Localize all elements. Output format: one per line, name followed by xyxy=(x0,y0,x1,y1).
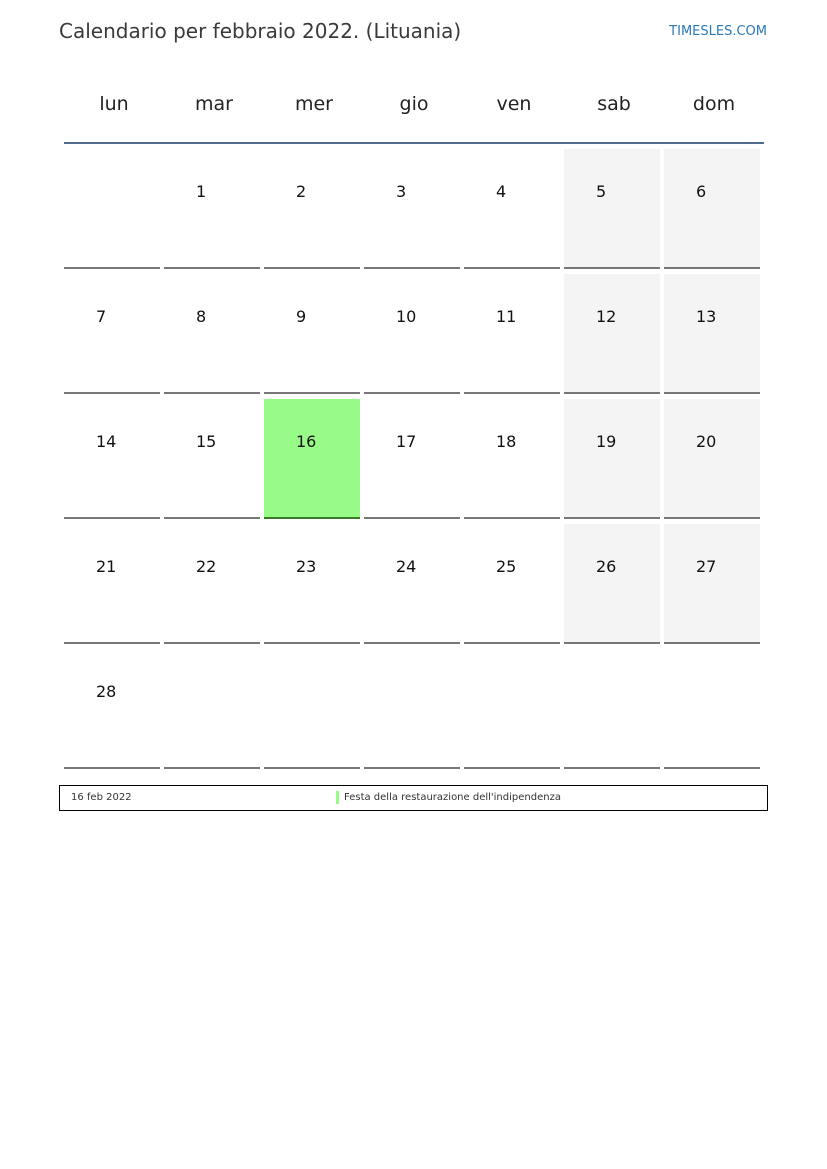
week-row xyxy=(64,398,764,523)
day-number: 9 xyxy=(296,307,307,326)
day-number: 1 xyxy=(196,182,207,201)
day-number: 11 xyxy=(496,307,517,326)
day-cell xyxy=(164,399,260,519)
day-number: 22 xyxy=(196,557,217,576)
day-number: 14 xyxy=(96,432,117,451)
day-number: 23 xyxy=(296,557,317,576)
day-cell xyxy=(564,524,660,644)
day-cell xyxy=(264,524,360,644)
holiday-date: 16 feb 2022 xyxy=(71,792,132,803)
day-cell xyxy=(564,149,660,269)
day-number: 26 xyxy=(596,557,617,576)
day-cell xyxy=(264,399,360,519)
day-number: 8 xyxy=(196,307,207,326)
day-cell xyxy=(364,524,460,644)
day-cell xyxy=(464,149,560,269)
day-number: 4 xyxy=(496,182,507,201)
day-cell xyxy=(464,399,560,519)
day-cell xyxy=(664,149,760,269)
day-number: 2 xyxy=(296,182,307,201)
week-row xyxy=(64,273,764,398)
page-title: Calendario per febbraio 2022. (Lituania) xyxy=(59,19,462,43)
day-number: 24 xyxy=(396,557,417,576)
day-cell xyxy=(664,524,760,644)
day-number: 25 xyxy=(496,557,517,576)
day-number: 7 xyxy=(96,307,107,326)
day-number: 18 xyxy=(496,432,517,451)
weekday-label: gio xyxy=(399,93,429,115)
day-cell xyxy=(264,274,360,394)
day-cell xyxy=(464,274,560,394)
week-row xyxy=(64,148,764,273)
day-cell xyxy=(664,649,760,769)
day-cell xyxy=(164,649,260,769)
day-cell xyxy=(64,524,160,644)
day-cell xyxy=(564,649,660,769)
week-row xyxy=(64,648,764,773)
day-cell xyxy=(264,649,360,769)
day-cell xyxy=(564,274,660,394)
calendar-grid xyxy=(64,80,764,773)
day-cell xyxy=(564,399,660,519)
holiday-legend xyxy=(59,785,768,811)
week-row xyxy=(64,523,764,648)
weekday-label: lun xyxy=(99,93,129,115)
weekday-header-row xyxy=(64,80,764,144)
holiday-color-marker xyxy=(336,791,339,804)
day-number: 3 xyxy=(396,182,407,201)
day-number: 20 xyxy=(696,432,717,451)
weeks-container xyxy=(64,144,764,773)
day-number: 6 xyxy=(696,182,707,201)
weekday-label: sab xyxy=(597,93,631,115)
day-cell xyxy=(164,524,260,644)
day-cell xyxy=(364,274,460,394)
day-number: 10 xyxy=(396,307,417,326)
day-cell xyxy=(464,649,560,769)
day-cell xyxy=(364,399,460,519)
day-cell xyxy=(64,399,160,519)
weekday-label: mer xyxy=(294,93,333,115)
day-number: 5 xyxy=(596,182,607,201)
day-number: 27 xyxy=(696,557,717,576)
day-number: 28 xyxy=(96,682,117,701)
day-number: 15 xyxy=(196,432,217,451)
weekday-label: dom xyxy=(692,93,736,115)
day-cell xyxy=(364,649,460,769)
day-number: 13 xyxy=(696,307,717,326)
day-cell xyxy=(164,149,260,269)
day-cell xyxy=(464,524,560,644)
brand-link[interactable]: TIMESLES.COM xyxy=(669,24,767,39)
day-cell xyxy=(364,149,460,269)
day-number: 21 xyxy=(96,557,117,576)
day-cell xyxy=(164,274,260,394)
day-cell xyxy=(664,399,760,519)
day-number: 19 xyxy=(596,432,617,451)
day-number: 17 xyxy=(396,432,417,451)
holiday-name: Festa della restaurazione dell'indipendenza xyxy=(344,792,561,803)
weekday-label: mar xyxy=(195,93,233,115)
day-cell xyxy=(64,149,160,269)
day-cell xyxy=(64,649,160,769)
day-number: 12 xyxy=(596,307,617,326)
day-cell xyxy=(64,274,160,394)
weekday-label: ven xyxy=(496,93,532,115)
day-cell xyxy=(664,274,760,394)
day-number: 16 xyxy=(296,432,317,451)
day-cell xyxy=(264,149,360,269)
